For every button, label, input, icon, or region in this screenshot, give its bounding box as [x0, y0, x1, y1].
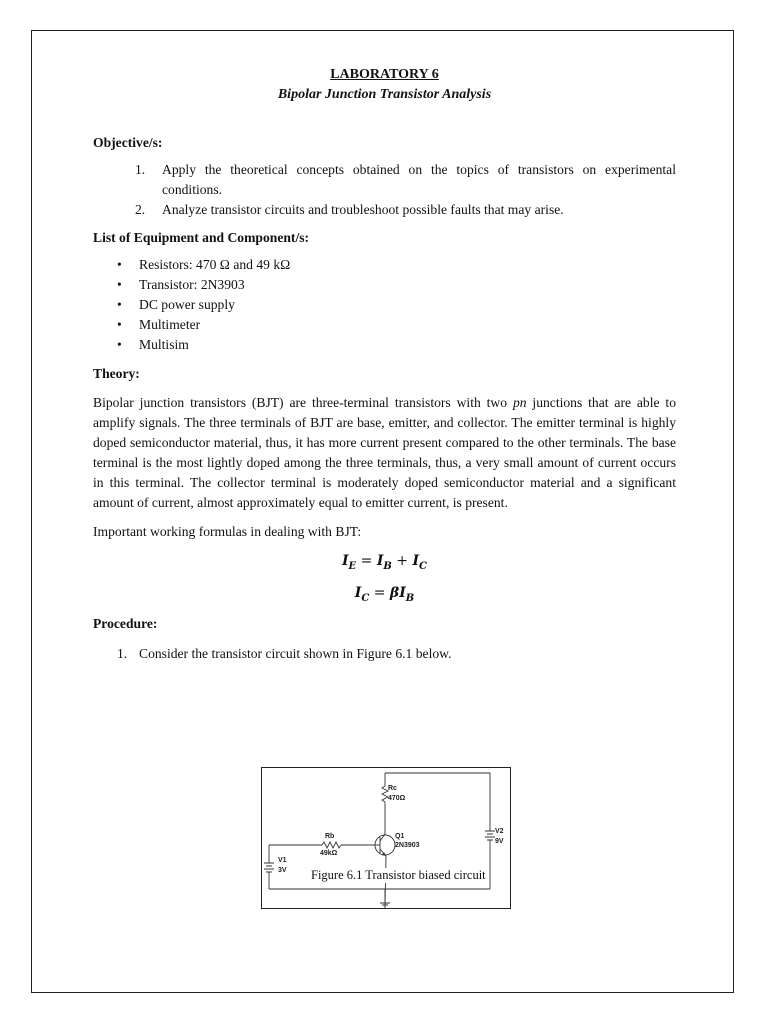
theory-text-part2: junctions that are able to amplify signals. The three terminals of BJT are base, emitter, and collector. The emitter terminal is highly doped semiconductor material, thus, it has more current present compared to the other terminals. The base terminal is the most lightly doped among the three terminals, thus, a very small amount of current occurs in this terminal. The collector terminal is moderately doped semiconductor material and a significant amount of current, almost approximately equal to emitter current, is present.: [93, 395, 677, 510]
figure-circuit: [261, 767, 511, 909]
objectives-list: [135, 160, 676, 220]
document-content: [93, 62, 676, 664]
equipment-heading: List of Equipment and Component/s:: [93, 230, 310, 245]
objective-text: Analyze transistor circuits and troubleshoot possible faults that may arise.: [162, 202, 564, 217]
q1-label: Q1: [395, 833, 405, 840]
figure-caption: Figure 6.1 Transistor biased circuit: [311, 868, 486, 882]
theory-paragraph: [93, 393, 676, 513]
objective-item: [135, 160, 676, 200]
procedure-list: [117, 644, 676, 664]
formula-collector-current: $I_C = \beta I_B$: [354, 584, 415, 604]
q1-part: 2N3903: [395, 842, 420, 849]
theory-text-part1: Bipolar junction transistors (BJT) are three-terminal transistors with two: [93, 395, 513, 410]
v1-value: 3V: [278, 867, 287, 874]
objective-text: Apply the theoretical concepts obtained on the topics of transistors on experimental conditions.: [162, 162, 676, 197]
equipment-list: [117, 255, 676, 355]
equipment-item: • Multimeter: [117, 315, 676, 335]
procedure-heading: Procedure:: [93, 615, 158, 631]
rb-value: 49kΩ: [320, 850, 338, 857]
objective-number: 2.: [135, 202, 146, 217]
lab-subtitle: Bipolar Junction Transistor Analysis: [277, 87, 492, 102]
procedure-item: [117, 644, 676, 664]
objective-number: 1.: [135, 162, 146, 177]
equipment-item: • DC power supply: [117, 295, 676, 315]
procedure-text: Consider the transistor circuit shown in Figure 6.1 below.: [139, 645, 452, 661]
objective-item: [135, 200, 676, 220]
formulas-intro: Important working formulas in dealing with BJT:: [93, 524, 362, 539]
theory-heading: Theory:: [93, 366, 140, 381]
procedure-number: 1.: [117, 645, 128, 661]
objectives-heading: Objective/s:: [93, 135, 163, 150]
pn-term: pn: [512, 395, 527, 410]
v2-label: V2: [495, 828, 504, 835]
rc-label: Rc: [388, 785, 397, 792]
equipment-item: • Multisim: [117, 335, 676, 355]
rb-label: Rb: [325, 833, 335, 840]
circuit-diagram: [262, 768, 512, 910]
v1-label: V1: [278, 857, 287, 864]
rc-value: 470Ω: [388, 795, 406, 802]
v2-value: 9V: [495, 838, 504, 845]
formula-emitter-current: $I_E = I_B + I_C$: [341, 553, 427, 572]
equipment-item: • Transistor: 2N3903: [117, 275, 676, 295]
equipment-item: • Resistors: 470 Ω and 49 kΩ: [117, 255, 676, 275]
lab-title: LABORATORY 6: [330, 67, 439, 82]
